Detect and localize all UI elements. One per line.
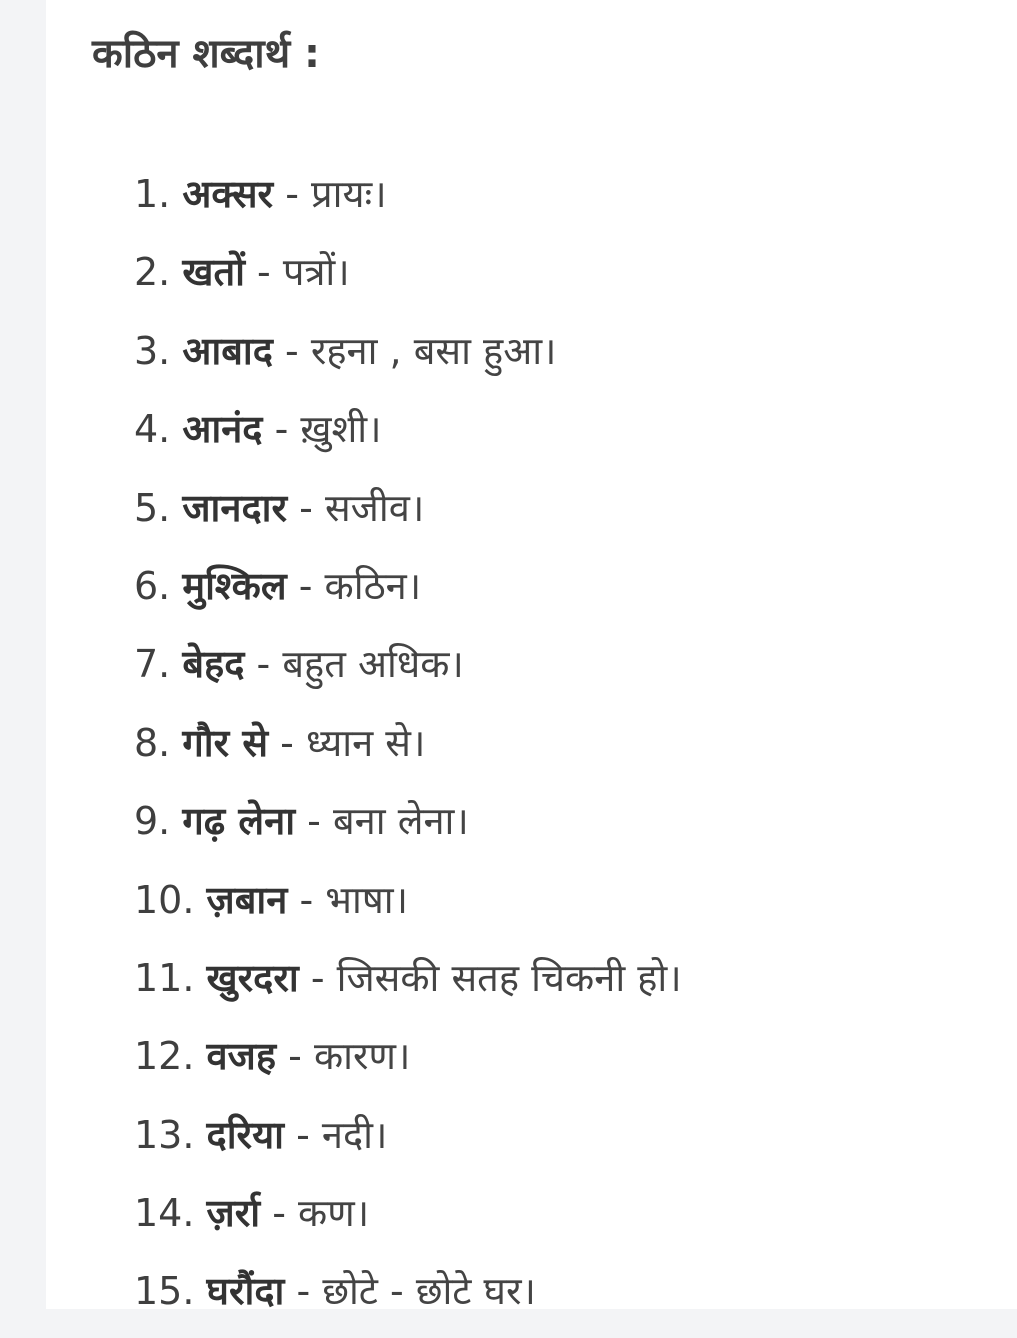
item-separator: -: [296, 1269, 311, 1314]
list-item: [134, 397, 682, 475]
list-item: [134, 868, 682, 946]
item-separator: -: [299, 877, 314, 922]
item-meaning: बना लेना।: [332, 799, 469, 844]
item-number: 6.: [134, 563, 171, 608]
item-number: 7.: [134, 642, 171, 687]
item-separator: -: [256, 642, 271, 687]
item-meaning: पत्रों।: [282, 250, 350, 295]
item-word: अक्सर: [182, 172, 274, 216]
item-meaning: कण।: [298, 1191, 370, 1236]
item-number: 2.: [134, 250, 171, 295]
item-meaning: छोटे - छोटे घर।: [322, 1269, 536, 1314]
vocabulary-list: [134, 162, 682, 1338]
item-word: खतों: [182, 250, 245, 295]
item-meaning: जिसकी सतह चिकनी हो।: [336, 955, 682, 1000]
item-number: 8.: [134, 720, 171, 765]
list-item: [134, 711, 682, 789]
item-number: 1.: [134, 172, 171, 216]
item-word: दरिया: [206, 1112, 284, 1157]
item-meaning: ख़ुशी।: [300, 407, 382, 452]
item-separator: -: [285, 328, 299, 373]
item-word: गढ़ लेना: [182, 799, 296, 844]
list-item: [134, 1103, 682, 1181]
item-meaning: कारण।: [313, 1034, 411, 1079]
item-meaning: नदी।: [321, 1112, 388, 1157]
list-item: [134, 1259, 682, 1337]
item-number: 9.: [134, 799, 171, 844]
item-number: 4.: [134, 407, 171, 452]
item-word: आनंद: [182, 407, 263, 452]
item-number: 12.: [134, 1034, 195, 1079]
item-meaning: प्रायः।: [311, 172, 387, 216]
item-number: 15.: [134, 1269, 195, 1314]
item-meaning: रहना , बसा हुआ।: [310, 328, 557, 373]
list-item: [134, 789, 682, 867]
list-item: [134, 240, 682, 318]
content-card: [46, 0, 1017, 1314]
list-item: [134, 1181, 682, 1259]
item-meaning: बहुत अधिक।: [282, 642, 464, 687]
item-number: 13.: [134, 1112, 195, 1157]
list-item: [134, 476, 682, 554]
item-separator: -: [280, 720, 294, 765]
item-separator: -: [257, 250, 271, 295]
item-number: 10.: [134, 877, 195, 922]
section-heading: कठिन शब्दार्थ :: [92, 31, 321, 77]
item-separator: -: [274, 407, 289, 452]
item-word: गौर से: [182, 720, 269, 765]
item-word: घरौंदा: [206, 1269, 285, 1314]
item-word: वजह: [206, 1034, 277, 1079]
left-gutter: [0, 0, 46, 1309]
item-number: 11.: [134, 955, 195, 1000]
list-item: [134, 162, 682, 240]
item-word: आबाद: [182, 328, 273, 373]
item-word: मुश्किल: [182, 563, 287, 608]
item-word: खुरदरा: [206, 955, 299, 1000]
item-separator: -: [296, 1112, 310, 1157]
item-separator: -: [288, 1034, 302, 1079]
item-word: बेहद: [182, 642, 245, 687]
item-separator: -: [310, 955, 325, 1000]
list-item: [134, 632, 682, 710]
item-number: 3.: [134, 328, 171, 373]
item-meaning: भाषा।: [325, 877, 409, 922]
item-number: 14.: [134, 1191, 195, 1236]
list-item: [134, 1024, 682, 1102]
item-separator: -: [299, 485, 313, 530]
list-item: [134, 554, 682, 632]
item-word: जानदार: [182, 485, 288, 530]
item-word: ज़र्रा: [206, 1191, 261, 1236]
item-word: ज़बान: [206, 877, 288, 922]
item-meaning: कठिन।: [324, 563, 422, 608]
item-meaning: सजीव।: [324, 485, 425, 530]
item-separator: -: [298, 563, 313, 608]
item-separator: -: [272, 1191, 286, 1236]
item-separator: -: [307, 799, 321, 844]
item-number: 5.: [134, 485, 171, 530]
item-separator: -: [285, 172, 299, 216]
item-meaning: ध्यान से।: [305, 720, 426, 765]
list-item: [134, 319, 682, 397]
list-item: [134, 946, 682, 1024]
